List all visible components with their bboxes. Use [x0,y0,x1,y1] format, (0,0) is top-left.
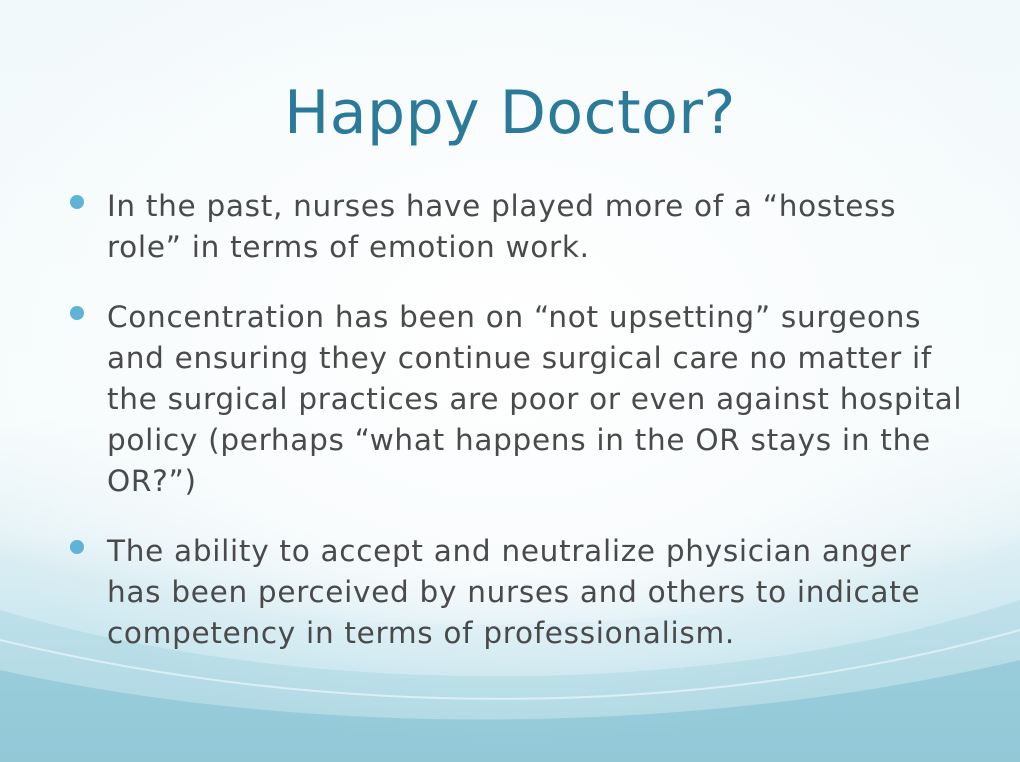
bullet-dot-icon [70,540,84,554]
bullet-item [68,297,968,502]
bullet-text: Concentration has been on “not upsetting” surgeons and ensuring they continue surgical care no matter if the surgical practices are poor or even against hospital policy (perhaps “what happens in the OR stays in the OR?”) [107,300,963,498]
bullet-text: In the past, nurses have played more of a “hostess role” in terms of emotion work. [107,189,897,264]
bullet-item [68,186,968,268]
bullet-dot-icon [70,306,84,320]
bullet-dot-icon [70,195,84,209]
bullet-text: The ability to accept and neutralize physician anger has been perceived by nurses and others to indicate competency in terms of professionalism. [107,534,921,650]
slide-title: Happy Doctor? [284,78,736,148]
bullet-list [68,186,968,683]
bullet-item [68,531,968,654]
